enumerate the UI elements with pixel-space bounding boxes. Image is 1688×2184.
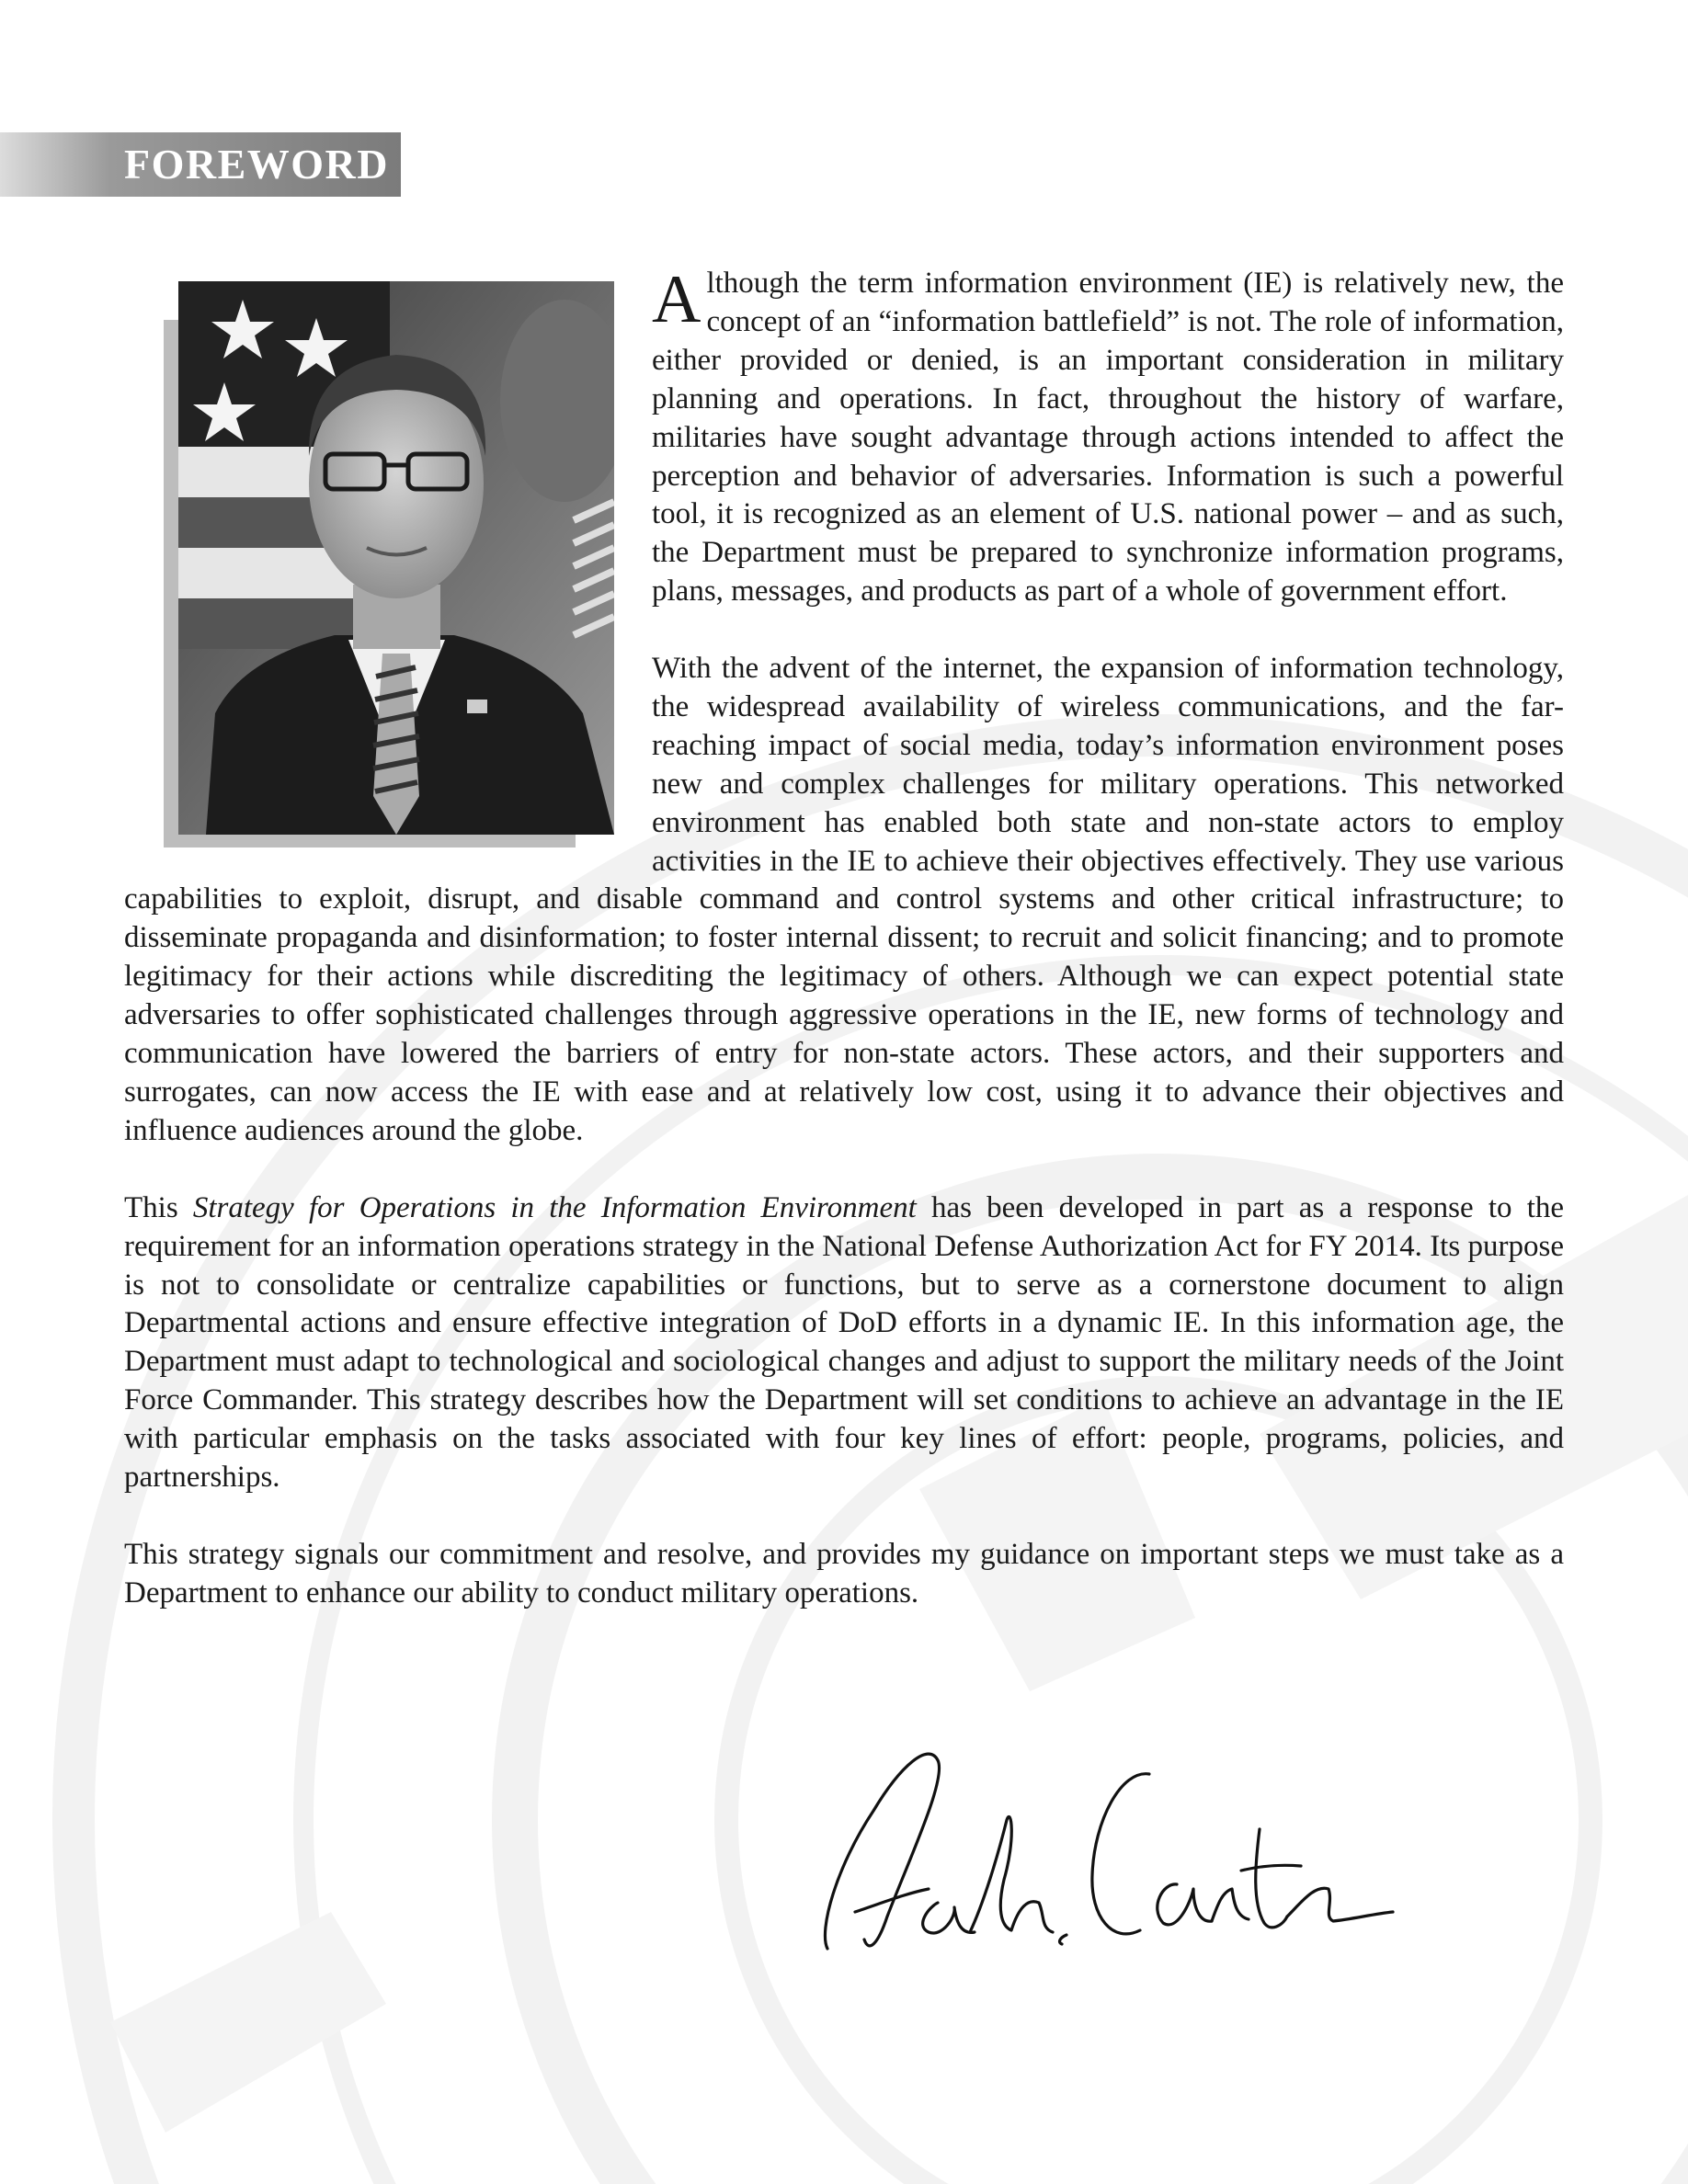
paragraph-3-after: has been developed in part as a response to the requirement for an information operations strategy in the National Defense Authorization Act for FY 2014. Its purpose is not to consolidate or centralize capabilities or functions, but to serve as a cornerstone document to align Departmental actions and ensure effective integration of DoD efforts in a dynamic IE. In this information age, the Department must adapt to technological and sociological changes and adjust to support the military needs of the Joint Force Commander. This strategy describes how the Department will set conditions to achieve an advantage in the IE with particular emphasis on the tasks associated with four key lines of effort: people, programs, policies, and partnerships.: [124, 1190, 1565, 1495]
portrait-wrap-space: [124, 265, 652, 881]
drop-cap: A: [652, 262, 701, 337]
paragraph-2: With the advent of the internet, the expansion of information technology, the widespread availability of wireless communications, and the far-reaching impact of social media, today’s information environment poses new and complex challenges for military operations. This networked environment has enabled both state and non-state actors to employ activities in the IE to achieve their objectives effectively. They use various capabilities to exploit, disrupt, and disable command and control systems and other critical infrastructure; to disseminate propaganda and disinformation; to foster internal dissent; to recruit and solicit financing; and to promote legitimacy for their actions while discrediting the legitimacy of others. Although we can expect potential state adversaries to offer sophisticated challenges through aggressive operations in the IE, new forms of technology and communication have lowered the barriers of entry for non-state actors. These actors, and their supporters and surrogates, can now access the IE with ease and at relatively low cost, using it to advance their objectives and influence audiences around the globe.: [124, 652, 1564, 1147]
page-title: FOREWORD: [124, 141, 389, 188]
paragraph-3-before: This: [124, 1190, 193, 1224]
paragraph-4: This strategy signals our commitment and resolve, and provides my guidance on important steps we must take as a Department to enhance our ability to conduct military operations.: [124, 1537, 1564, 1610]
foreword-body: [124, 262, 1565, 1652]
paragraph-3: [124, 1189, 1564, 1497]
strategy-title-italic: Strategy for Operations in the Information Environment: [192, 1190, 917, 1224]
paragraph-1-text: lthough the term information environment (IE) is relatively new, the concept of an “information battlefield” is not. The role of information, either provided or denied, is an important consideration in military planning and operations. In fact, throughout the history of warfare, militaries have sought advantage through actions intended to affect the perception and behavior of adversaries. Information is such a powerful tool, it is recognized as an element of U.S. national power – and as such, the Department must be prepared to synchronize information programs, plans, messages, and products as part of a whole of government effort.: [652, 267, 1564, 609]
handwritten-signature-icon: [800, 1719, 1407, 1967]
